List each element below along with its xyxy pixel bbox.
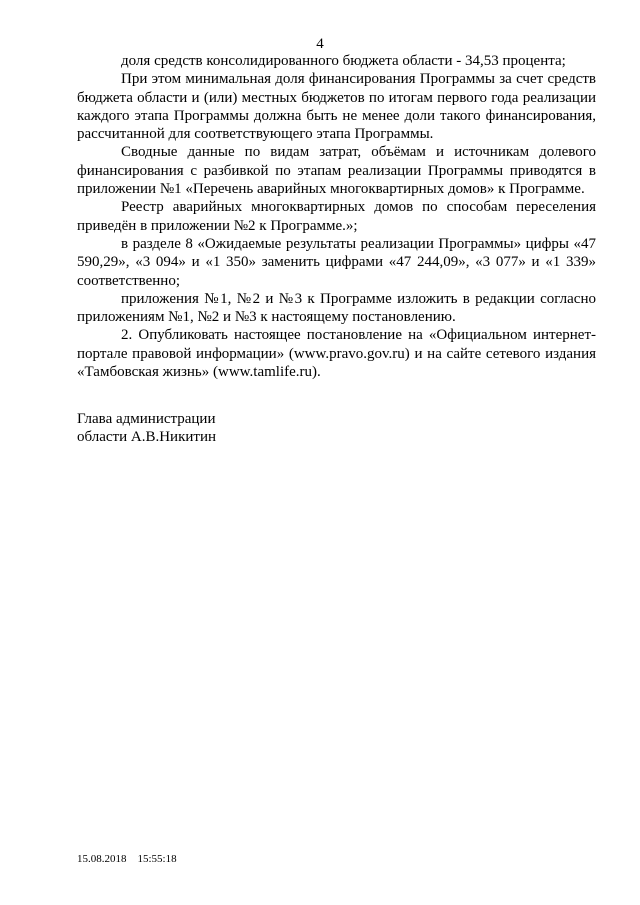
signature-name: области А.В.Никитин: [77, 429, 217, 445]
paragraph-registry: Реестр аварийных многоквартирных домов по способам переселения приведён в приложении №2 к Программе.»;: [77, 199, 596, 234]
page-number: 4: [316, 36, 324, 52]
signature-block: [77, 410, 216, 446]
paragraph-section-8: в разделе 8 «Ожидаемые результаты реализации Программы» цифры «47 590,29», «3 094» и «1 350» заменить цифрами «47 244,09», «3 077» и «1 339» соответственно;: [77, 235, 596, 289]
paragraph-minimum-financing: При этом минимальная доля финансирования Программы за счет средств бюджета области и (или) местных бюджетов по итогам первого года реализации каждого этапа Программы должна быть не менее доли такого финансирования, рассчитанной для соответствующего этапа Программы.: [77, 71, 596, 143]
paragraph-appendices: приложения №1, №2 и №3 к Программе изложить в редакции согласно приложениям №1, №2 и №3 к настоящему постановлению.: [77, 290, 596, 326]
paragraph-publication: 2. Опубликовать настоящее постановление на «Официальном интернет-портале правовой информации» (www.pravo.gov.ru) и на сайте сетевого издания «Тамбовская жизнь» (www.tamlife.ru).: [77, 327, 596, 381]
document-body: [77, 52, 596, 381]
footer-timestamp: 15.08.2018 15:55:18: [77, 853, 177, 865]
signature-title: Глава администрации: [77, 411, 216, 427]
paragraph-summary-data: Сводные данные по видам затрат, объёмам и источникам долевого финансирования с разбивкой по этапам реализации Программы приводятся в приложении №1 «Перечень аварийных многоквартирных домов» к Программе.: [77, 144, 596, 198]
paragraph-budget-share: доля средств консолидированного бюджета области - 34,53 процента;: [121, 53, 566, 69]
